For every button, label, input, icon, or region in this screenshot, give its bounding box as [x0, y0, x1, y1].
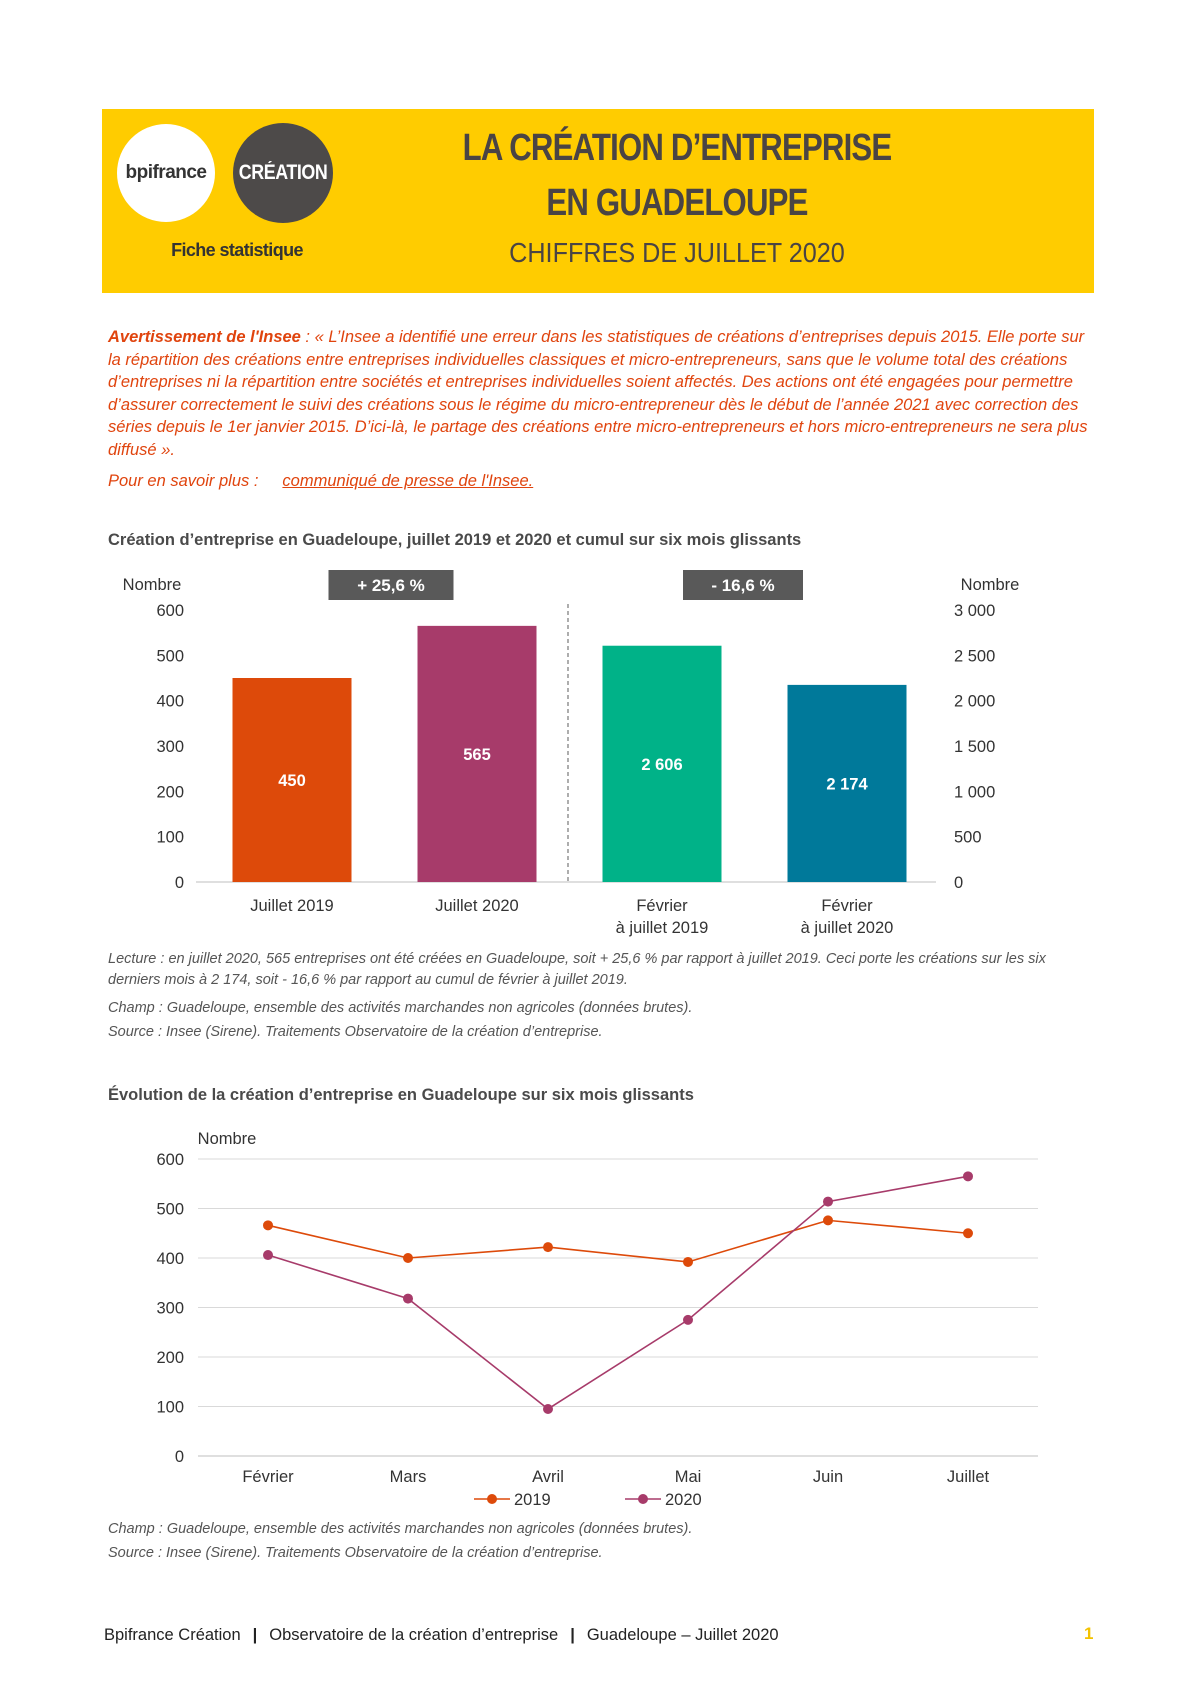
- page-number: 1: [1084, 1624, 1094, 1643]
- x-tick-label: Février: [242, 1468, 294, 1486]
- left-tick-label: 300: [156, 738, 184, 756]
- x-tick-label: Mai: [674, 1468, 702, 1486]
- x-tick-label: Juin: [812, 1468, 844, 1486]
- left-axis-label: Nombre: [122, 576, 182, 594]
- y-tick-label: 200: [156, 1349, 184, 1367]
- right-tick-label: 1 000: [954, 783, 996, 802]
- chart1-champ: Champ : Guadeloupe, ensemble des activités marchandes non agricoles (données brutes).: [108, 1000, 693, 1016]
- y-tick-label: 100: [156, 1398, 184, 1417]
- data-point-2019: [403, 1253, 413, 1263]
- footer-brand: Bpifrance Création: [104, 1626, 241, 1644]
- chart2-line-chart: [0, 1120, 1190, 1515]
- page-title-line2: EN GUADELOUPE: [546, 182, 808, 224]
- y-axis-label: Nombre: [197, 1130, 257, 1148]
- creation-logo: [233, 123, 333, 223]
- data-point-2019: [963, 1228, 973, 1238]
- x-tick-label: Juillet 2020: [435, 897, 519, 915]
- series-line-2019: [268, 1220, 968, 1262]
- data-point-2020: [403, 1294, 413, 1304]
- chart1-lecture: Lecture : en juillet 2020, 565 entreprises ont été créées en Guadeloupe, soit + 25,6 % par rapport à juillet 2019. Ceci porte les créations sur les six derniers mois à 2 174, soit - 16,6 % par rapport au cumul de février à juillet 2019.: [108, 951, 1046, 988]
- x-tick-label: Juillet: [946, 1468, 990, 1486]
- x-tick-label: à juillet 2019: [615, 919, 709, 937]
- footer-separator: |: [570, 1626, 575, 1644]
- legend-label-2020: 2020: [665, 1491, 702, 1509]
- data-point-2020: [263, 1250, 273, 1260]
- right-axis-label: Nombre: [960, 576, 1020, 594]
- footer: [104, 1626, 779, 1645]
- left-tick-label: 0: [174, 874, 184, 892]
- y-tick-label: 0: [174, 1448, 184, 1466]
- data-point-2020: [683, 1315, 693, 1325]
- variation-label: - 16,6 %: [711, 576, 775, 595]
- right-tick-label: 1 500: [954, 738, 996, 756]
- press-release-link[interactable]: communiqué de presse de l'Insee.: [282, 472, 534, 490]
- footer-region-date: Guadeloupe – Juillet 2020: [586, 1626, 779, 1644]
- more-info: [108, 472, 533, 491]
- left-tick-label: 200: [156, 783, 184, 802]
- x-tick-label: Mars: [389, 1468, 427, 1486]
- legend-marker-2019: [487, 1494, 497, 1504]
- chart1-source: Source : Insee (Sirene). Traitements Observatoire de la création d’entreprise.: [108, 1024, 603, 1040]
- bar-data-label: 2 174: [826, 775, 868, 794]
- series-line-2020: [268, 1176, 968, 1409]
- legend-label-2019: 2019: [514, 1491, 551, 1509]
- left-tick-label: 500: [156, 647, 184, 666]
- insee-warning: [108, 326, 1093, 461]
- left-tick-label: 100: [156, 828, 184, 847]
- data-point-2019: [263, 1220, 273, 1230]
- y-tick-label: 400: [156, 1250, 184, 1268]
- y-tick-label: 600: [156, 1151, 184, 1169]
- data-point-2020: [543, 1404, 553, 1414]
- data-point-2020: [963, 1171, 973, 1181]
- right-tick-label: 3 000: [954, 602, 996, 620]
- footer-observatory: Observatoire de la création d’entreprise: [269, 1626, 559, 1644]
- right-tick-label: 0: [954, 874, 964, 892]
- left-tick-label: 600: [156, 602, 184, 620]
- y-tick-label: 300: [156, 1299, 184, 1318]
- fiche-label: Fiche statistique: [171, 240, 303, 260]
- page-title-line1: LA CRÉATION D’ENTREPRISE: [462, 127, 892, 169]
- chart2-title: Évolution de la création d’entreprise en Guadeloupe sur six mois glissants: [108, 1086, 694, 1104]
- bpifrance-logo: [117, 124, 215, 222]
- chart2-source: Source : Insee (Sirene). Traitements Observatoire de la création d’entreprise.: [108, 1545, 603, 1561]
- right-tick-label: 2 000: [954, 692, 996, 711]
- right-tick-label: 500: [954, 828, 982, 847]
- left-tick-label: 400: [156, 692, 184, 711]
- data-point-2020: [823, 1197, 833, 1207]
- x-tick-label: Juillet 2019: [250, 897, 334, 915]
- chart1-title: Création d’entreprise en Guadeloupe, juillet 2019 et 2020 et cumul sur six mois glissants: [108, 531, 802, 549]
- bar-data-label: 450: [278, 772, 306, 790]
- legend-marker-2020: [638, 1494, 648, 1504]
- y-tick-label: 500: [156, 1200, 184, 1219]
- x-tick-label: Avril: [532, 1468, 564, 1486]
- data-point-2019: [823, 1215, 833, 1225]
- x-tick-label: Février: [821, 897, 873, 915]
- variation-label: + 25,6 %: [357, 576, 425, 595]
- header-band: [102, 109, 1094, 293]
- chart1-bar-chart: [0, 560, 1190, 945]
- warning-text: : « L’Insee a identifié une erreur dans les statistiques de créations d’entreprises depuis 2015. Elle porte sur la répartition des créations entre entreprises individuelles classiques et micro-entrepreneurs, sans que le volume total des créations d’entreprises ni la répartition entre sociétés et entreprises individuelles soient affectés. Des actions ont été engagées pour permettre d’assurer correctement le suivi des créations sous le régime du micro-entrepreneur dès le début de l’année 2021 avec correction des séries depuis le 1er janvier 2015. D’ici-là, le partage des créations entre micro-entrepreneurs et hors micro-entrepreneurs ne sera plus diffusé ».: [108, 328, 1088, 459]
- x-tick-label: Février: [636, 897, 688, 915]
- right-tick-label: 2 500: [954, 647, 996, 666]
- bpifrance-logo-text: bpifrance: [125, 162, 207, 183]
- data-point-2019: [683, 1257, 693, 1267]
- x-tick-label: à juillet 2020: [800, 919, 894, 937]
- data-point-2019: [543, 1242, 553, 1252]
- footer-separator: |: [252, 1626, 258, 1644]
- bar-data-label: 565: [463, 745, 491, 764]
- chart2-champ: Champ : Guadeloupe, ensemble des activités marchandes non agricoles (données brutes).: [108, 1521, 693, 1537]
- bar-data-label: 2 606: [641, 755, 683, 774]
- warning-lead: Avertissement de l'Insee: [108, 328, 301, 346]
- creation-logo-text: CRÉATION: [238, 161, 328, 184]
- page-subtitle: CHIFFRES DE JUILLET 2020: [509, 237, 845, 268]
- more-label: Pour en savoir plus :: [108, 472, 259, 490]
